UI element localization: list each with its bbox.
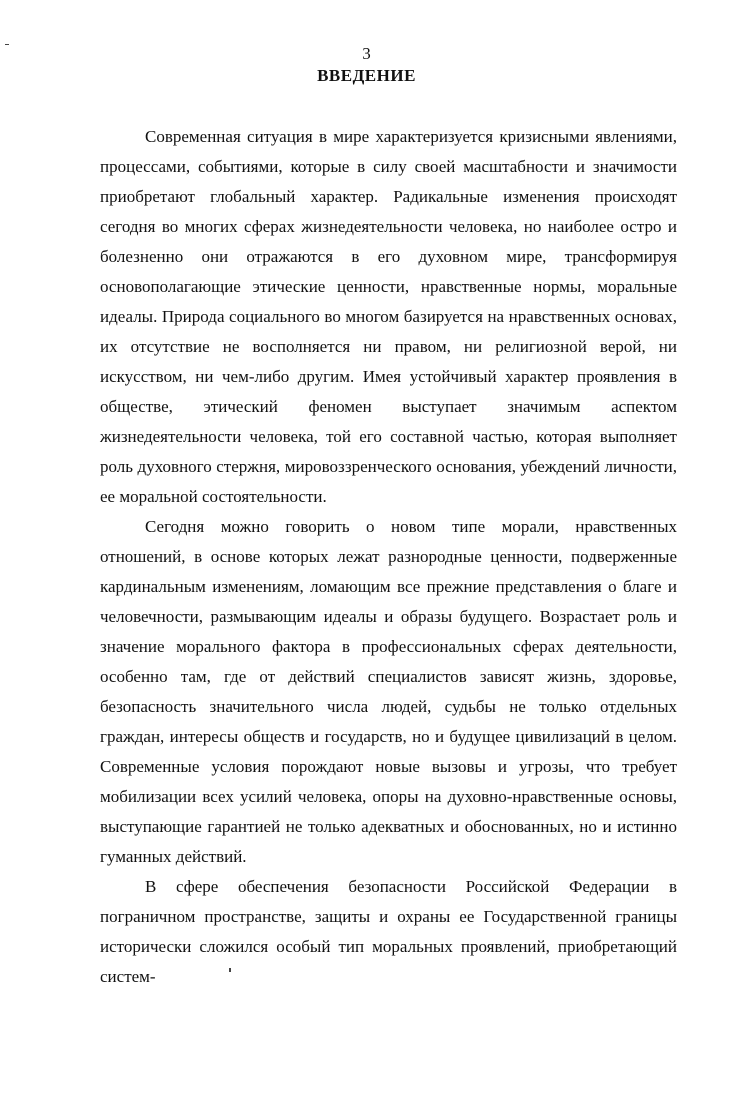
section-heading: ВВЕДЕНИЕ: [317, 66, 416, 85]
scan-artifact-mark: [5, 44, 9, 45]
page-number: 3: [362, 44, 371, 63]
paragraph-morality: Сегодня можно говорить о новом типе морали, нравственных отношений, в основе которых лежат разнородные ценности, подверженные кардинальным изменениям, ломающим все прежние представления о благе и человечности, размывающим идеалы и образы будущего. Возрастает роль и значение морального фактора в профессиональных сферах деятельности, особенно там, где от действий специалистов зависят жизнь, здоровье, безопасность значительного числа людей, судьбы не только отдельных граждан, интересы обществ и государств, но и будущее цивилизаций в целом. Современные условия порождают новые вызовы и угрозы, что требует мобилизации всех усилий человека, опоры на духовно-нравственные основы, выступающие гарантией не только адекватных и обоснованных, но и истинно гуманных действий.: [100, 517, 677, 866]
document-body: [100, 122, 677, 992]
scan-artifact-mark: [229, 968, 231, 972]
paragraph-intro: Современная ситуация в мире характеризуется кризисными явлениями, процессами, событиями, которые в силу своей масштабности и значимости приобретают глобальный характер. Радикальные изменения происходят сегодня во многих сферах жизнедеятельности человека, но наиболее остро и болезненно они отражаются в его духовном мире, трансформируя основополагающие этические ценности, нравственные нормы, моральные идеалы. Природа социального во многом базируется на нравственных основах, их отсутствие не восполняется ни правом, ни религиозной верой, ни искусством, ни чем-либо другим. Имея устойчивый характер проявления в обществе, этический феномен выступает значимым аспектом жизнедеятельности человека, той его составной частью, которая выполняет роль духовного стержня, мировоззренческого основания, убеждений личности, ее моральной состоятельности.: [100, 127, 677, 506]
paragraph-border-security: В сфере обеспечения безопасности Российской Федерации в пограничном пространстве, защиты и охраны ее Государственной границы исторически сложился особый тип моральных проявлений, приобретающий систем-: [100, 877, 677, 986]
